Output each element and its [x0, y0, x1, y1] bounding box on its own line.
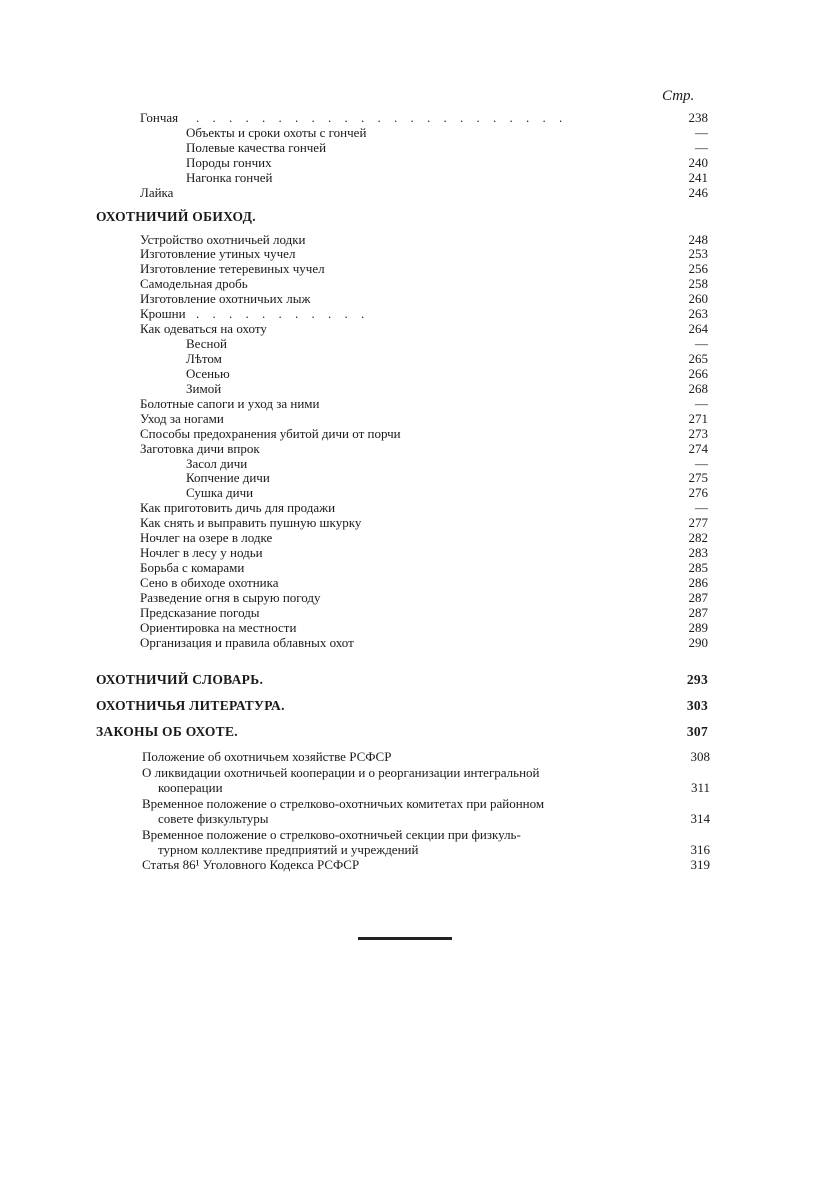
section-heading-title: ОХОТНИЧИЙ ОБИХОД.: [96, 209, 256, 224]
toc-entry: [140, 396, 708, 412]
toc-entry-title: Как снять и выправить пушную шкурку: [140, 515, 362, 530]
toc-entry-page: 282: [688, 530, 708, 545]
toc-entry-page: 277: [688, 515, 708, 530]
toc-entry-title: Как одеваться на охоту: [140, 321, 267, 336]
toc-entry-title: Разведение огня в сырую погоду: [140, 590, 321, 605]
toc-entry-title: турном коллективе предприятий и учреждений: [158, 842, 419, 857]
toc-entry: [140, 441, 708, 457]
toc-entry: [140, 605, 708, 621]
toc-entry-page: 238: [688, 110, 708, 125]
toc-entry-page: 286: [688, 575, 708, 590]
toc-entry-title: Гончая: [140, 110, 179, 125]
toc-entry-page: 290: [688, 635, 708, 650]
toc-entry-page: —: [695, 336, 708, 351]
toc-entry: [142, 749, 710, 765]
toc-entry: [140, 306, 708, 322]
toc-entry-page: 311: [690, 780, 710, 795]
toc-entry-page: 273: [688, 426, 708, 441]
toc-entry-page: 283: [688, 545, 708, 560]
toc-entry: [142, 857, 710, 873]
toc-entry-page: 246: [688, 185, 708, 200]
toc-entry-title: Устройство охотничьей лодки: [140, 232, 306, 247]
dot-leader: . . . . . . . . . . . . . . . . . . . . . . .: [196, 110, 568, 125]
toc-entry-title: Сушка дичи: [186, 485, 254, 500]
toc-entry-title: Засол дичи: [186, 456, 248, 471]
toc-entry: [140, 545, 708, 561]
toc-entry: [140, 530, 708, 546]
section-heading: [96, 207, 708, 227]
toc-entry: [140, 321, 708, 337]
toc-entry-page: 316: [690, 842, 710, 857]
toc-entry: [140, 246, 708, 262]
section-heading-title: ОХОТНИЧЬЯ ЛИТЕРАТУРА.: [96, 698, 285, 713]
toc-entry: [186, 381, 708, 397]
toc-entry-title: Зимой: [186, 381, 222, 396]
section-heading: [96, 670, 708, 690]
toc-entry-continuation: [158, 780, 710, 796]
toc-entry: [186, 485, 708, 501]
section-heading: [96, 722, 708, 742]
toc-entry-page: 275: [688, 470, 708, 485]
toc-entry: [140, 515, 708, 531]
toc-entry: [140, 575, 708, 591]
toc-entry-title: Ночлег в лесу у нодьи: [140, 545, 263, 560]
toc-entry: [140, 261, 708, 277]
toc-entry-title: Статья 86¹ Уголовного Кодекса РСФСР: [142, 857, 360, 872]
toc-entry-page: 268: [688, 381, 708, 396]
toc-entry-page: 287: [688, 590, 708, 605]
toc-entry-title: Лайка: [140, 185, 174, 200]
section-heading-page: 303: [686, 698, 708, 713]
toc-entry-title: Заготовка дичи впрок: [140, 441, 260, 456]
toc-entry-title: Уход за ногами: [140, 411, 224, 426]
toc-entry: [142, 796, 710, 812]
toc-entry-page: —: [695, 125, 708, 140]
toc-entry: [186, 170, 708, 186]
toc-entry-title: Копчение дичи: [186, 470, 270, 485]
toc-entry-page: 285: [688, 560, 708, 575]
toc-entry: [142, 827, 710, 843]
toc-entry-page: 248: [688, 232, 708, 247]
toc-entry: [140, 185, 708, 201]
toc-entry-title: Ориентировка на местности: [140, 620, 297, 635]
toc-entry-title: Изготовление охотничьих лыж: [140, 291, 311, 306]
toc-entry: [186, 351, 708, 367]
page-column-label: Стр.: [662, 88, 695, 104]
toc-entry-page: 263: [688, 306, 708, 321]
toc-entry-title: Ночлег на озере в лодке: [140, 530, 273, 545]
toc-entry-title: Способы предохранения убитой дичи от порчи: [140, 426, 401, 441]
toc-entry-page: 240: [688, 155, 708, 170]
toc-entry-continuation: [158, 842, 710, 858]
toc-entry: [140, 110, 708, 126]
toc-entry-page: 274: [688, 441, 708, 456]
section-heading-page: 307: [686, 724, 708, 739]
toc-entry-page: 287: [688, 605, 708, 620]
toc-entry-title: кооперации: [158, 780, 223, 795]
toc-entry: [140, 560, 708, 576]
toc-entry-title: Временное положение о стрелково-охотничьей секции при физкуль-: [142, 827, 521, 842]
toc-entry: [140, 590, 708, 606]
section-heading: [96, 696, 708, 716]
toc-entry: [142, 765, 710, 781]
dot-leader: . . . . . . . . . . .: [196, 306, 370, 321]
toc-entry-title: Лѣтом: [186, 351, 222, 366]
toc-entry-title: Борьба с комарами: [140, 560, 245, 575]
toc-entry: [186, 125, 708, 141]
toc-entry-page: 266: [688, 366, 708, 381]
toc-entry-page: 271: [688, 411, 708, 426]
toc-entry-title: Временное положение о стрелково-охотничьих комитетах при районном: [142, 796, 545, 811]
toc-entry-page: 308: [690, 749, 710, 764]
toc-entry: [186, 336, 708, 352]
toc-entry: [186, 155, 708, 171]
toc-entry-page: 314: [690, 811, 710, 826]
toc-entry-title: Полевые качества гончей: [186, 140, 327, 155]
toc-entry-title: Болотные сапоги и уход за ними: [140, 396, 320, 411]
toc-entry-title: Породы гончих: [186, 155, 272, 170]
toc-entry: [140, 620, 708, 636]
toc-entry-page: 241: [688, 170, 708, 185]
toc-entry-page: 264: [688, 321, 708, 336]
toc-entry-title: совете физкультуры: [158, 811, 269, 826]
toc-entry-page: 289: [688, 620, 708, 635]
toc-entry: [186, 470, 708, 486]
toc-entry-title: Нагонка гончей: [186, 170, 273, 185]
toc-entry-page: 256: [688, 261, 708, 276]
toc-entry-page: 260: [688, 291, 708, 306]
toc-entry: [140, 500, 708, 516]
toc-entry: [140, 411, 708, 427]
toc-entry-title: О ликвидации охотничьей кооперации и о реорганизации интегральной: [142, 765, 540, 780]
toc-entry-title: Изготовление утиных чучел: [140, 246, 296, 261]
toc-entry: [140, 276, 708, 292]
toc-entry-title: Сено в обиходе охотника: [140, 575, 279, 590]
toc-entry-page: 319: [690, 857, 710, 872]
end-rule: [358, 937, 452, 940]
toc-entry-title: Весной: [186, 336, 227, 351]
toc-entry-title: Как приготовить дичь для продажи: [140, 500, 336, 515]
toc-entry: [140, 291, 708, 307]
toc-entry-page: —: [695, 500, 708, 515]
section-heading-title: ЗАКОНЫ ОБ ОХОТЕ.: [96, 724, 238, 739]
toc-entry-title: Самодельная дробь: [140, 276, 248, 291]
toc-entry-page: 265: [688, 351, 708, 366]
toc-entry-page: 276: [688, 485, 708, 500]
toc-entry-page: 258: [688, 276, 708, 291]
section-heading-title: ОХОТНИЧИЙ СЛОВАРЬ.: [96, 672, 264, 687]
toc-entry-title: Крошни: [140, 306, 186, 321]
toc-entry-continuation: [158, 811, 710, 827]
toc-entry-title: Изготовление тетеревиных чучел: [140, 261, 325, 276]
toc-entry-title: Организация и правила облавных охот: [140, 635, 354, 650]
toc-entry: [140, 426, 708, 442]
toc-entry: [186, 366, 708, 382]
toc-entry-title: Осенью: [186, 366, 230, 381]
toc-entry: [186, 140, 708, 156]
toc-entry-title: Положение об охотничьем хозяйстве РСФСР: [142, 749, 392, 764]
toc-entry-page: —: [695, 456, 708, 471]
toc-entry-title: Предсказание погоды: [140, 605, 260, 620]
section-heading-page: 293: [686, 672, 708, 687]
toc-entry-page: 253: [688, 246, 708, 261]
toc-entry-page: —: [695, 396, 708, 411]
toc-entry-title: Объекты и сроки охоты с гончей: [186, 125, 367, 140]
toc-entry-page: —: [695, 140, 708, 155]
toc-entry: [140, 635, 708, 651]
